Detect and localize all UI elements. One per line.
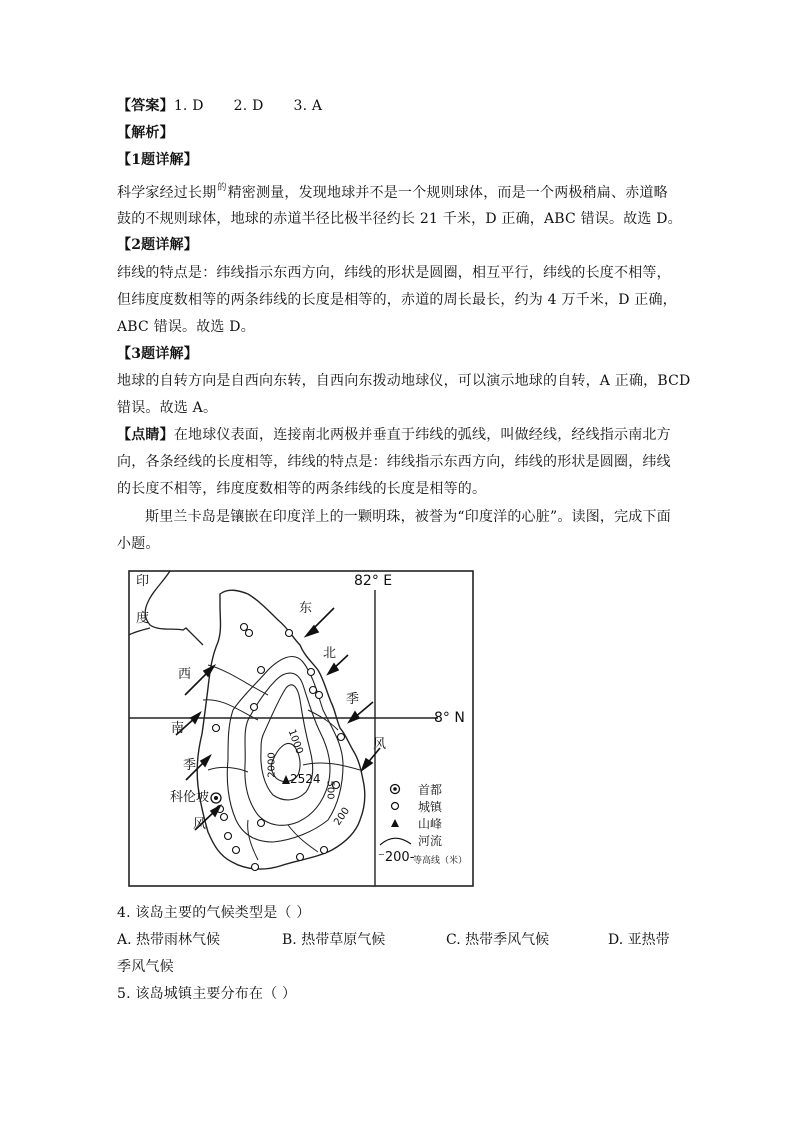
q2-heading: 【2题详解】: [117, 237, 198, 253]
analysis-heading: 【解析】: [117, 125, 174, 141]
sw-monsoon-char-1: 西: [178, 667, 192, 682]
tip-text-1: 在地球仪表面，连接南北两极并垂直于纬线的弧线，叫做经线，经线指示南北方: [173, 427, 671, 443]
q2-paragraph-line-3: ABC 错误。故选 D。: [117, 319, 255, 335]
answer-3: 3. A: [293, 98, 323, 114]
legend-contour-value: ⁻200-: [378, 850, 415, 865]
ne-monsoon-char-4: 风: [373, 737, 387, 752]
tip-line-2: 向，各条经线的长度相等，纬线的特点是：纬线指示东西方向，纬线的形状是圆圈，纬线: [117, 454, 671, 470]
legend-river-label: 河流: [418, 834, 443, 848]
q4-option-c[interactable]: C. 热带季风气候: [446, 932, 550, 948]
tip-line-3: 的长度不相等，纬度度数相等的两条纬线的长度是相等的。: [117, 481, 487, 497]
intro-line-1: 斯里兰卡岛是镶嵌在印度洋上的一颗明珠，被誉为“印度洋的心脏”。读图，完成下面: [145, 509, 671, 525]
peak-elevation-label: 2524: [290, 772, 321, 786]
q3-paragraph-line-1: 地球的自转方向是自西向东转，自西向东拨动地球仪，可以演示地球的自转，A 正确，BCD: [117, 373, 691, 389]
india-label-1: 印: [136, 574, 150, 589]
ne-monsoon-char-2: 北: [323, 646, 337, 661]
sw-monsoon-char-2: 南: [171, 721, 185, 736]
colombo-label: 科伦坡: [170, 790, 210, 805]
intro-line-2: 小题。: [117, 536, 160, 552]
q1-paragraph-line-1: [117, 184, 668, 204]
legend-contour-label: 等高线（米）: [413, 856, 468, 866]
q1-superscript: 的: [217, 183, 227, 193]
q1-text-a: 科学家经过长期: [117, 185, 217, 201]
legend-town-label: 城镇: [418, 800, 443, 814]
answer-line: [117, 97, 322, 115]
india-label-2: 度: [136, 611, 150, 626]
q4-option-d-continued: 季风气候: [117, 959, 174, 975]
q1-text-b: 精密测量，发现地球并不是一个规则球体，而是一个两极稍扁、赤道略: [227, 185, 668, 201]
legend-capital-label: 首都: [418, 783, 443, 797]
q4-option-b[interactable]: B. 热带草原气候: [282, 932, 386, 948]
sw-monsoon-char-3: 季: [183, 758, 197, 773]
q3-heading: 【3题详解】: [117, 346, 198, 362]
q2-paragraph-line-1: 纬线的特点是：纬线指示东西方向，纬线的形状是圆圈，相互平行，纬线的长度不相等，: [117, 265, 671, 281]
ne-monsoon-char-3: 季: [346, 692, 360, 707]
contour-label-1000: 1000: [285, 727, 305, 756]
q4-option-a[interactable]: A. 热带雨林气候: [117, 932, 221, 948]
q1-paragraph-line-2: 鼓的不规则球体，地球的赤道半径比极半径约长 21 千米，D 正确，ABC 错误。故选 D。: [117, 211, 682, 227]
legend-peak-label: 山峰: [418, 817, 443, 831]
sw-monsoon-char-4: 风: [193, 817, 207, 832]
ne-monsoon-char-1: 东: [299, 601, 313, 616]
contour-label-500: 500: [324, 780, 336, 800]
meridian-label: 82° E: [354, 573, 393, 589]
q4-stem: 4. 该岛主要的气候类型是（ ）: [117, 905, 311, 921]
contour-label-2000: 2000: [266, 752, 278, 778]
contour-label-200: 200: [332, 805, 353, 828]
tip-label: 【点睛】: [117, 427, 174, 443]
legend-town-icon: [392, 803, 399, 810]
legend-contour-number: 200: [384, 850, 410, 865]
q1-heading: 【1题详解】: [117, 152, 198, 168]
parallel-label: 8° N: [434, 710, 465, 726]
q2-paragraph-line-2: 但纬度度数相等的两条纬线的长度是相等的，赤道的周长最长，约为 4 万千米，D 正确，: [117, 292, 677, 308]
q4-option-d[interactable]: D. 亚热带: [608, 932, 670, 948]
sri-lanka-map: [128, 570, 474, 887]
q3-paragraph-line-2: 错误。故选 A。: [117, 400, 218, 416]
answer-label: 【答案】: [117, 98, 174, 114]
answer-2: 2. D: [233, 98, 264, 114]
tip-line-1: [117, 426, 671, 444]
answer-1: 1. D: [173, 98, 204, 114]
q5-stem: 5. 该岛城镇主要分布在（ ）: [117, 986, 297, 1002]
